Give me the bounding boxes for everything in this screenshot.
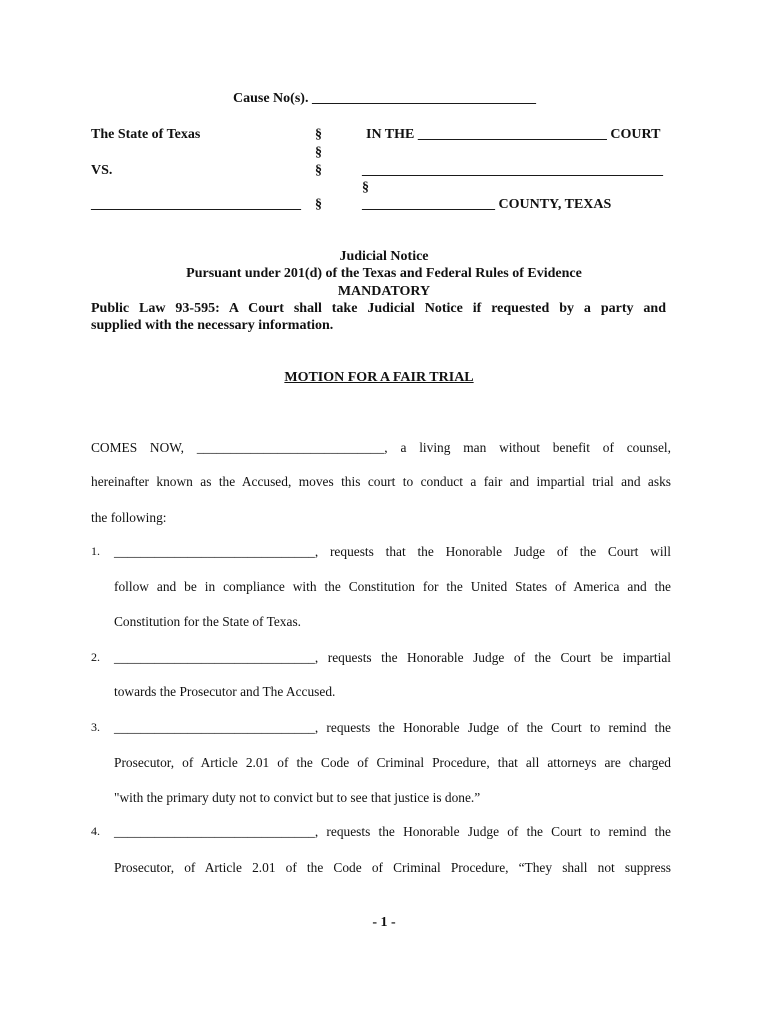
section-symbol: § bbox=[362, 180, 369, 195]
item-4-line-1: ______________________________, requests the Honorable Judge of the Court to remind the bbox=[114, 824, 671, 839]
intro-line-1: COMES NOW, ____________________________, a living man without benefit of counsel, bbox=[91, 440, 671, 455]
state-party: The State of Texas bbox=[91, 127, 201, 142]
cause-number-line: Cause No(s). ________________________________ bbox=[233, 91, 536, 106]
court-line: IN THE ___________________________ COURT bbox=[366, 127, 661, 142]
notice-title: Judicial Notice bbox=[339, 249, 429, 264]
item-1-line-2: follow and be in compliance with the Constitution for the United States of America and the bbox=[114, 579, 671, 594]
motion-title: MOTION FOR A FAIR TRIAL bbox=[284, 370, 474, 385]
item-1-line-3: Constitution for the State of Texas. bbox=[114, 614, 302, 629]
item-3-line-3: "with the primary duty not to convict but to see that justice is done.” bbox=[114, 790, 481, 805]
item-number: 2. bbox=[91, 650, 100, 664]
item-1-line-1: ______________________________, requests that the Honorable Judge of the Court will bbox=[114, 544, 671, 559]
public-law-line-1: Public Law 93-595: A Court shall take Judicial Notice if requested by a party and bbox=[91, 301, 666, 316]
item-number: 3. bbox=[91, 720, 100, 734]
item-4-line-2: Prosecutor, of Article 2.01 of the Code of Criminal Procedure, “They shall not suppress bbox=[114, 860, 671, 875]
defendant-blank: ______________________________ bbox=[91, 197, 301, 212]
item-number: 4. bbox=[91, 824, 100, 838]
item-2-line-2: towards the Prosecutor and The Accused. bbox=[114, 684, 336, 699]
intro-line-3: the following: bbox=[91, 510, 167, 525]
page-number: - 1 - bbox=[372, 915, 396, 930]
section-symbol: § bbox=[315, 197, 322, 212]
item-number: 1. bbox=[91, 544, 100, 558]
notice-mandatory: MANDATORY bbox=[337, 284, 431, 299]
item-2-line-1: ______________________________, requests the Honorable Judge of the Court be impartial bbox=[114, 650, 671, 665]
intro-line-2: hereinafter known as the Accused, moves this court to conduct a fair and impartial trial and asks bbox=[91, 474, 671, 489]
court-blank-line: ___________________________________________ bbox=[362, 163, 663, 178]
section-symbol: § bbox=[315, 145, 322, 160]
county-line: ___________________ COUNTY, TEXAS bbox=[362, 197, 612, 212]
notice-subtitle: Pursuant under 201(d) of the Texas and Federal Rules of Evidence bbox=[186, 266, 582, 281]
section-symbol: § bbox=[315, 127, 322, 142]
section-symbol: § bbox=[315, 163, 322, 178]
item-3-line-1: ______________________________, requests the Honorable Judge of the Court to remind the bbox=[114, 720, 671, 735]
versus-label: VS. bbox=[91, 163, 113, 178]
item-3-line-2: Prosecutor, of Article 2.01 of the Code of Criminal Procedure, that all attorneys are charged bbox=[114, 755, 671, 770]
public-law-line-2: supplied with the necessary information. bbox=[91, 318, 334, 333]
